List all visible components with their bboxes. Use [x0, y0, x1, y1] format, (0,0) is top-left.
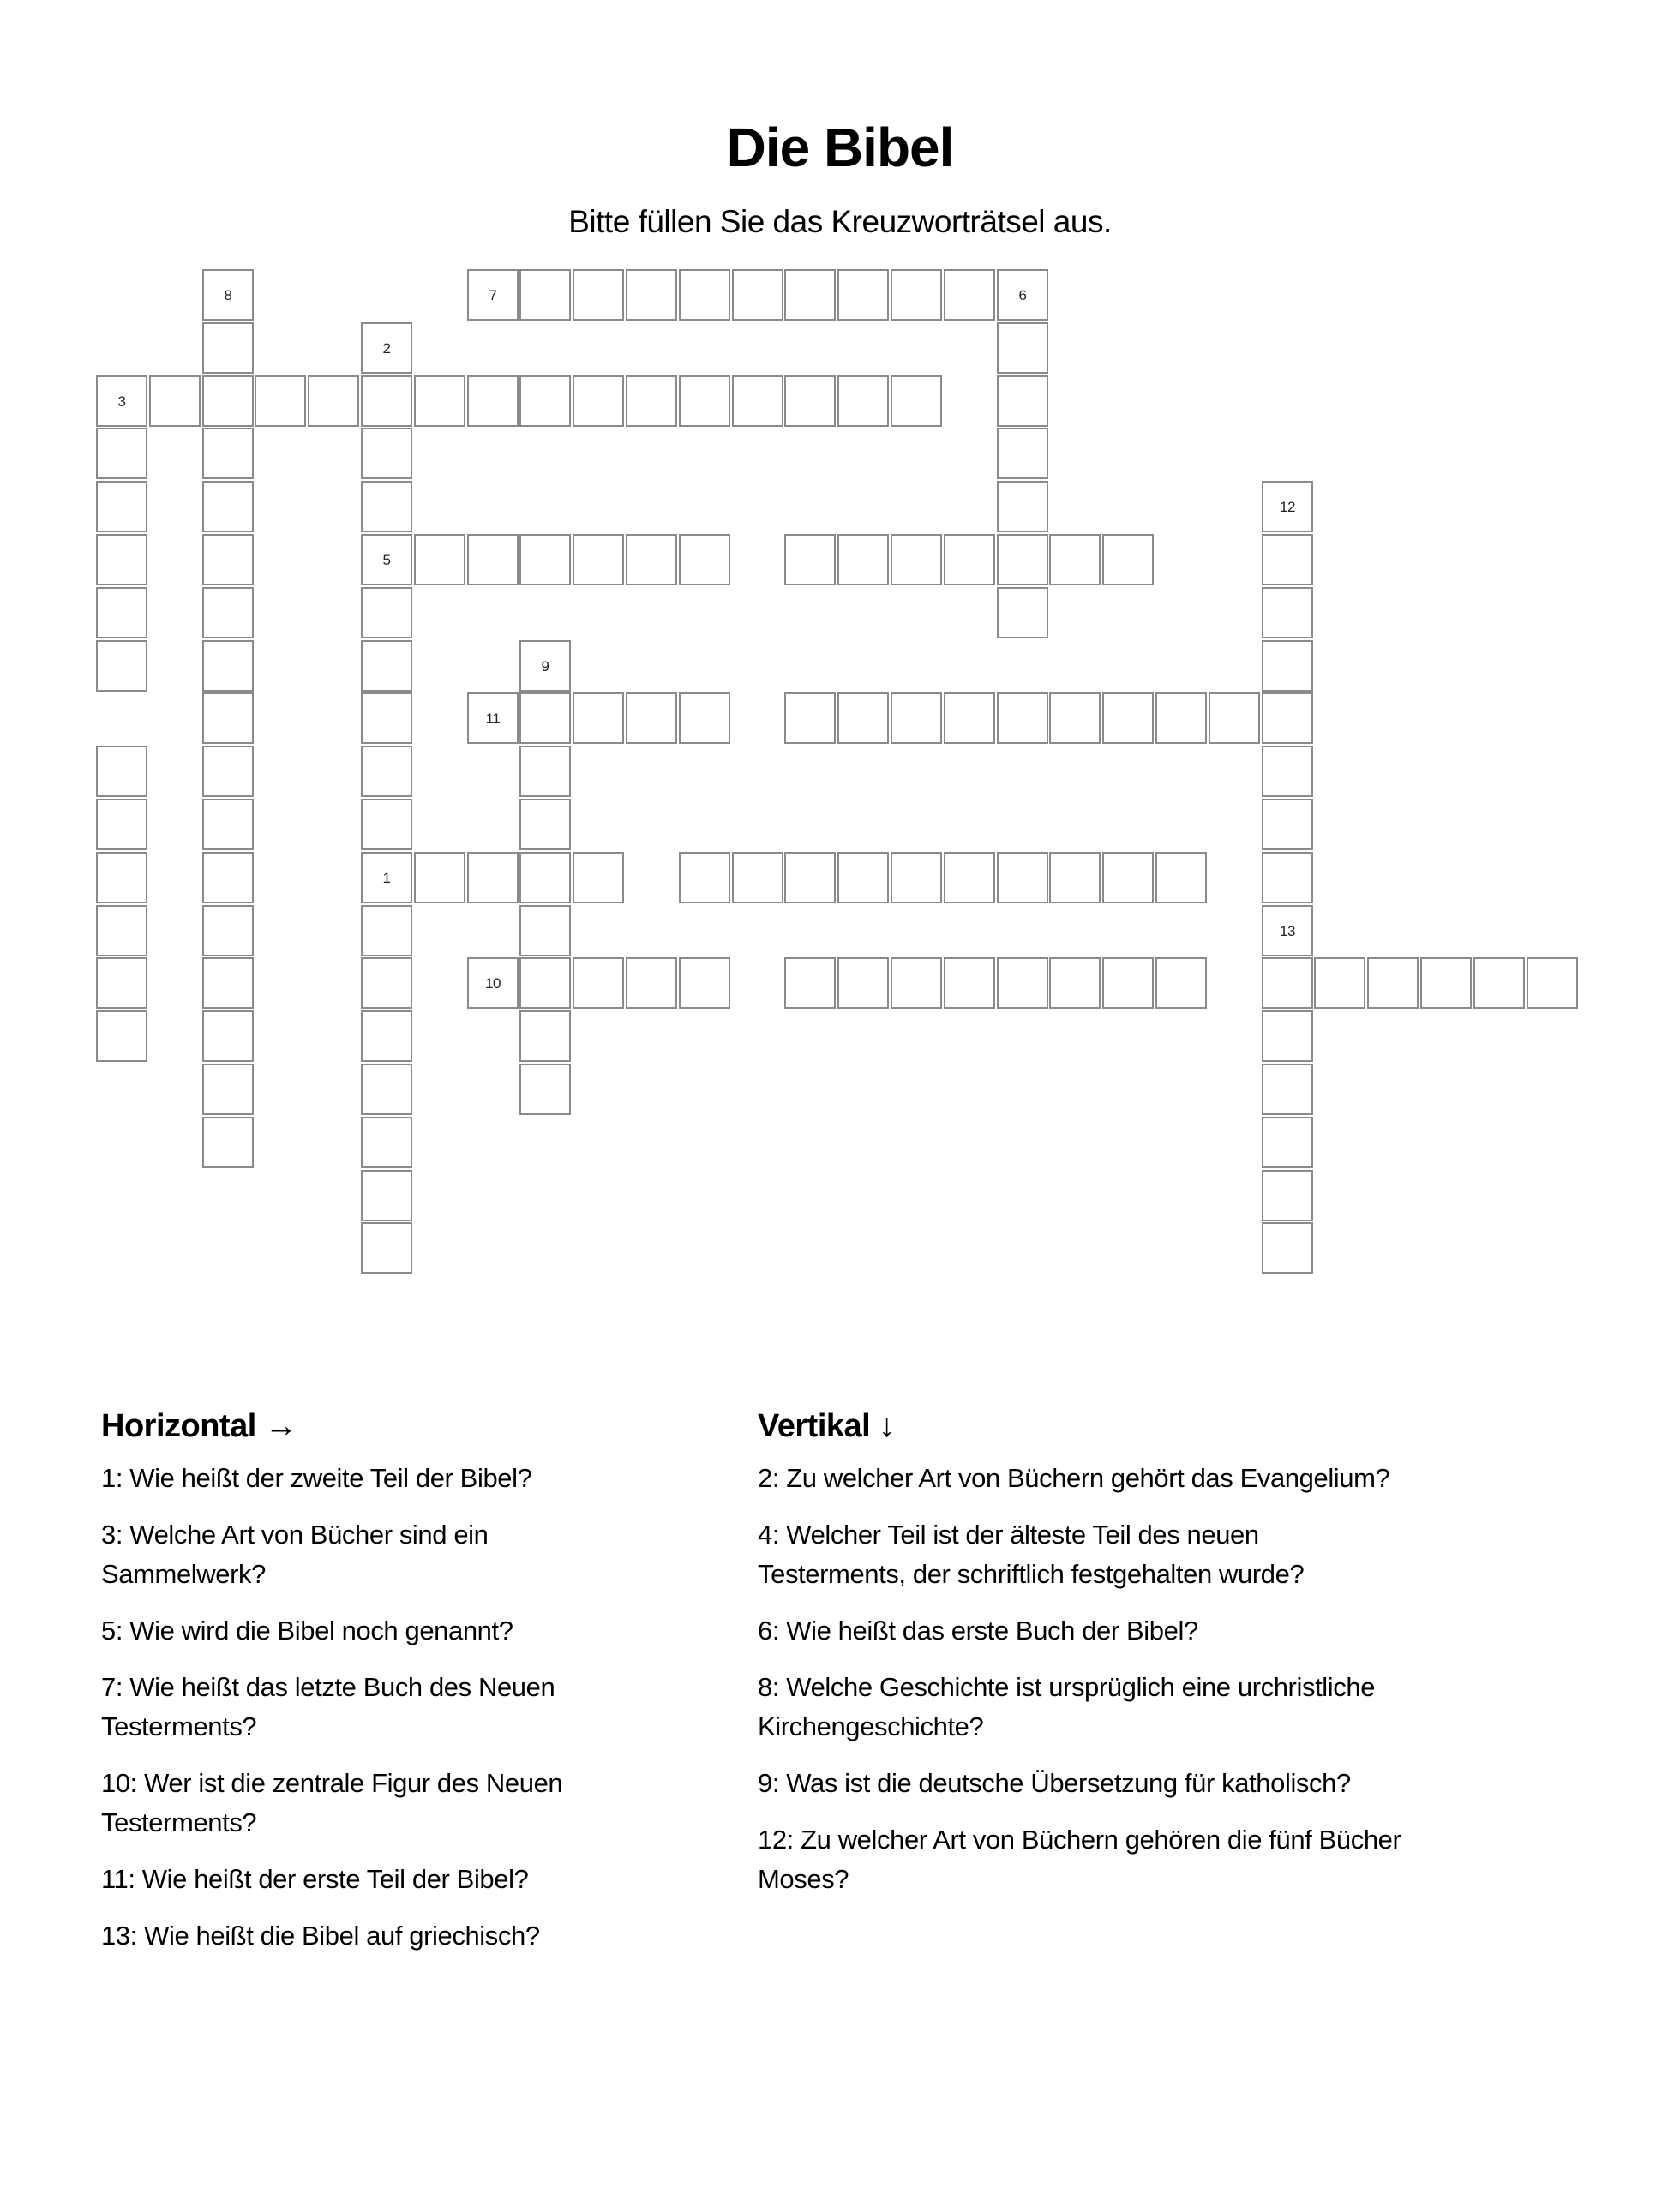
grid-cell-r0-c7[interactable]: [467, 269, 519, 321]
grid-cell-r8-c17[interactable]: [997, 692, 1048, 744]
grid-cell-r2-c13[interactable]: [784, 375, 836, 427]
grid-cell-r8-c18[interactable]: [1049, 692, 1101, 744]
grid-cell-r8-c21[interactable]: [1209, 692, 1260, 744]
clue-horizontal-11: 11: Wie heißt der erste Teil der Bibel?: [101, 1864, 529, 1894]
grid-cell-r5-c18[interactable]: [1049, 534, 1101, 585]
grid-cell-r13-c19[interactable]: [1102, 957, 1154, 1009]
grid-cell-r2-c12[interactable]: [732, 375, 783, 427]
clue-vertical-6: 6: Wie heißt das erste Buch der Bibel?: [758, 1616, 1198, 1646]
grid-cell-r13-c25[interactable]: [1420, 957, 1472, 1009]
clue-vertical-9: 9: Was ist die deutsche Übersetzung für katholisch?: [758, 1768, 1351, 1798]
grid-cell-r17-c5[interactable]: [361, 1170, 412, 1221]
grid-cell-r6-c0[interactable]: [96, 587, 147, 638]
grid-cell-r10-c2[interactable]: [202, 799, 254, 850]
grid-cell-r8-c8[interactable]: [519, 692, 571, 744]
clue-horizontal-5: 5: Wie wird die Bibel noch genannt?: [101, 1616, 513, 1646]
grid-cell-r0-c11[interactable]: [679, 269, 730, 321]
grid-cell-r10-c0[interactable]: [96, 799, 147, 850]
clue-horizontal-7: 7: Wie heißt das letzte Buch des Neuen Testerments?: [101, 1672, 555, 1741]
grid-cell-r4-c0[interactable]: [96, 481, 147, 532]
grid-cell-r3-c17[interactable]: [997, 428, 1048, 479]
clue-number-label-5: 5: [382, 551, 391, 568]
grid-cell-r5-c14[interactable]: [837, 534, 889, 585]
grid-cell-r9-c0[interactable]: [96, 746, 147, 797]
grid-cell-r13-c23[interactable]: [1314, 957, 1365, 1009]
grid-cell-r10-c22[interactable]: [1262, 799, 1313, 850]
grid-cell-r7-c5[interactable]: [361, 640, 412, 692]
clue-number-label-13: 13: [1280, 922, 1295, 939]
clue-horizontal-10: 10: Wer ist die zentrale Figur des Neuen Testerments?: [101, 1768, 563, 1837]
grid-cell-r8-c9[interactable]: [573, 692, 624, 744]
grid-cell-r8-c10[interactable]: [626, 692, 677, 744]
grid-cell-r0-c16[interactable]: [944, 269, 995, 321]
grid-cell-r5-c15[interactable]: [891, 534, 942, 585]
grid-cell-r11-c8[interactable]: [519, 852, 571, 903]
grid-cell-r7-c22[interactable]: [1262, 640, 1313, 692]
grid-cell-r11-c5[interactable]: [361, 852, 412, 903]
clue-number-label-6: 6: [1018, 286, 1027, 303]
grid-cell-r13-c27[interactable]: [1527, 957, 1578, 1009]
grid-cell-r15-c2[interactable]: [202, 1064, 254, 1115]
grid-cell-r3-c5[interactable]: [361, 428, 412, 479]
grid-cell-r13-c13[interactable]: [784, 957, 836, 1009]
grid-cell-r5-c0[interactable]: [96, 534, 147, 585]
grid-cell-r5-c13[interactable]: [784, 534, 836, 585]
grid-cell-r13-c22[interactable]: [1262, 957, 1313, 1009]
grid-cell-r18-c22[interactable]: [1262, 1222, 1313, 1274]
grid-cell-r11-c18[interactable]: [1049, 852, 1101, 903]
grid-cell-r7-c8[interactable]: [519, 640, 571, 692]
grid-cell-r14-c0[interactable]: [96, 1010, 147, 1062]
grid-cell-r13-c0[interactable]: [96, 957, 147, 1009]
grid-cell-r13-c10[interactable]: [626, 957, 677, 1009]
grid-cell-r0-c13[interactable]: [784, 269, 836, 321]
grid-cell-r11-c12[interactable]: [732, 852, 783, 903]
grid-cell-r5-c6[interactable]: [414, 534, 465, 585]
grid-cell-r2-c5[interactable]: [361, 375, 412, 427]
grid-cell-r0-c2[interactable]: [202, 269, 254, 321]
grid-cell-r16-c5[interactable]: [361, 1117, 412, 1168]
grid-cell-r6-c5[interactable]: [361, 587, 412, 638]
grid-cell-r8-c14[interactable]: [837, 692, 889, 744]
grid-cell-r5-c2[interactable]: [202, 534, 254, 585]
grid-cell-r0-c12[interactable]: [732, 269, 783, 321]
clue-number-label-7: 7: [489, 286, 497, 303]
grid-cell-r2-c9[interactable]: [573, 375, 624, 427]
grid-cell-r13-c14[interactable]: [837, 957, 889, 1009]
grid-cell-r10-c5[interactable]: [361, 799, 412, 850]
clue-vertical-4: 4: Welcher Teil ist der älteste Teil des neuen Testerments, der schriftlich festgehalten wurde?: [758, 1520, 1305, 1589]
clue-number-label-2: 2: [382, 339, 391, 357]
grid-cell-r5-c19[interactable]: [1102, 534, 1154, 585]
grid-cell-r13-c18[interactable]: [1049, 957, 1101, 1009]
grid-cell-r5-c10[interactable]: [626, 534, 677, 585]
grid-cell-r4-c22[interactable]: [1262, 481, 1313, 532]
grid-cell-r10-c8[interactable]: [519, 799, 571, 850]
grid-cell-r2-c1[interactable]: [149, 375, 201, 427]
grid-cell-r1-c17[interactable]: [997, 322, 1048, 374]
grid-cell-r8-c16[interactable]: [944, 692, 995, 744]
grid-cell-r2-c6[interactable]: [414, 375, 465, 427]
grid-cell-r1-c2[interactable]: [202, 322, 254, 374]
grid-cell-r13-c11[interactable]: [679, 957, 730, 1009]
horizontal-clues-list: [101, 1459, 761, 1956]
clue-number-label-8: 8: [224, 286, 232, 303]
grid-cell-r8-c19[interactable]: [1102, 692, 1154, 744]
grid-cell-r7-c2[interactable]: [202, 640, 254, 692]
grid-cell-r5-c5[interactable]: [361, 534, 412, 585]
grid-cell-r9-c5[interactable]: [361, 746, 412, 797]
grid-cell-r2-c7[interactable]: [467, 375, 519, 427]
grid-cell-r13-c7[interactable]: [467, 957, 519, 1009]
grid-cell-r8-c2[interactable]: [202, 692, 254, 744]
clue-horizontal-13: 13: Wie heißt die Bibel auf griechisch?: [101, 1921, 540, 1951]
grid-cell-r4-c5[interactable]: [361, 481, 412, 532]
clue-number-label-10: 10: [485, 974, 501, 992]
grid-cell-r17-c22[interactable]: [1262, 1170, 1313, 1221]
grid-cell-r2-c11[interactable]: [679, 375, 730, 427]
grid-cell-r5-c17[interactable]: [997, 534, 1048, 585]
grid-cell-r0-c17[interactable]: [997, 269, 1048, 321]
grid-cell-r12-c0[interactable]: [96, 905, 147, 956]
grid-cell-r8-c11[interactable]: [679, 692, 730, 744]
grid-cell-r2-c14[interactable]: [837, 375, 889, 427]
clue-vertical-8: 8: Welche Geschichte ist ursprüglich eine urchristliche Kirchengeschichte?: [758, 1672, 1376, 1741]
grid-cell-r14-c5[interactable]: [361, 1010, 412, 1062]
grid-cell-r4-c2[interactable]: [202, 481, 254, 532]
grid-cell-r0-c14[interactable]: [837, 269, 889, 321]
grid-cell-r3-c2[interactable]: [202, 428, 254, 479]
vertical-clues-heading: Vertikal ↓: [758, 1408, 895, 1444]
grid-cell-r12-c22[interactable]: [1262, 905, 1313, 956]
grid-cell-r7-c0[interactable]: [96, 640, 147, 692]
grid-cell-r8-c22[interactable]: [1262, 692, 1313, 744]
grid-cell-r4-c17[interactable]: [997, 481, 1048, 532]
grid-cell-r16-c22[interactable]: [1262, 1117, 1313, 1168]
grid-cell-r15-c22[interactable]: [1262, 1064, 1313, 1115]
grid-cell-r5-c8[interactable]: [519, 534, 571, 585]
clue-number-label-11: 11: [485, 710, 501, 727]
grid-cell-r13-c26[interactable]: [1473, 957, 1525, 1009]
grid-cell-r0-c15[interactable]: [891, 269, 942, 321]
grid-cell-r9-c22[interactable]: [1262, 746, 1313, 797]
vertical-clues-list: [758, 1459, 1572, 1899]
grid-cell-r13-c15[interactable]: [891, 957, 942, 1009]
grid-cell-r13-c17[interactable]: [997, 957, 1048, 1009]
clue-vertical-12: 12: Zu welcher Art von Büchern gehören die fünf Bücher Moses?: [758, 1825, 1401, 1894]
page-title: Die Bibel: [726, 117, 954, 178]
grid-cell-r11-c7[interactable]: [467, 852, 519, 903]
grid-cell-r0-c9[interactable]: [573, 269, 624, 321]
grid-cell-r13-c5[interactable]: [361, 957, 412, 1009]
grid-cell-r11-c15[interactable]: [891, 852, 942, 903]
grid-cell-r14-c2[interactable]: [202, 1010, 254, 1062]
clue-horizontal-3: 3: Welche Art von Bücher sind ein Sammelwerk?: [101, 1520, 489, 1589]
grid-cell-r5-c16[interactable]: [944, 534, 995, 585]
grid-cell-r18-c5[interactable]: [361, 1222, 412, 1274]
grid-cell-r0-c8[interactable]: [519, 269, 571, 321]
horizontal-clues-section: [101, 1406, 761, 1973]
grid-cell-r8-c5[interactable]: [361, 692, 412, 744]
grid-cell-r15-c5[interactable]: [361, 1064, 412, 1115]
grid-cell-r11-c20[interactable]: [1155, 852, 1207, 903]
grid-cell-r11-c14[interactable]: [837, 852, 889, 903]
grid-cell-r11-c17[interactable]: [997, 852, 1048, 903]
clue-number-label-1: 1: [382, 869, 391, 886]
grid-cell-r5-c22[interactable]: [1262, 534, 1313, 585]
grid-cell-r5-c11[interactable]: [679, 534, 730, 585]
grid-cell-r1-c5[interactable]: [361, 322, 412, 374]
grid-cell-r9-c8[interactable]: [519, 746, 571, 797]
grid-cell-r8-c13[interactable]: [784, 692, 836, 744]
grid-cell-r2-c0[interactable]: [96, 375, 147, 427]
grid-cell-r6-c17[interactable]: [997, 587, 1048, 638]
grid-cell-r11-c9[interactable]: [573, 852, 624, 903]
clue-number-label-9: 9: [541, 657, 549, 674]
grid-cell-r5-c7[interactable]: [467, 534, 519, 585]
grid-cell-r11-c6[interactable]: [414, 852, 465, 903]
grid-cell-r8-c7[interactable]: [467, 692, 519, 744]
grid-cell-r11-c22[interactable]: [1262, 852, 1313, 903]
grid-cell-r2-c2[interactable]: [202, 375, 254, 427]
vertical-clues-section: [758, 1406, 1572, 1916]
clue-horizontal-1: 1: Wie heißt der zweite Teil der Bibel?: [101, 1463, 532, 1493]
grid-cell-r2-c8[interactable]: [519, 375, 571, 427]
horizontal-clues-heading: Horizontal →: [101, 1408, 297, 1444]
grid-cell-r5-c9[interactable]: [573, 534, 624, 585]
grid-cell-r2-c3[interactable]: [255, 375, 306, 427]
grid-cell-r11-c16[interactable]: [944, 852, 995, 903]
page-subtitle: Bitte füllen Sie das Kreuzworträtsel aus.: [568, 204, 1112, 239]
grid-cell-r2-c10[interactable]: [626, 375, 677, 427]
grid-cell-r8-c20[interactable]: [1155, 692, 1207, 744]
grid-cell-r12-c2[interactable]: [202, 905, 254, 956]
grid-cell-r13-c16[interactable]: [944, 957, 995, 1009]
grid-cell-r14-c8[interactable]: [519, 1010, 571, 1062]
grid-cell-r13-c24[interactable]: [1367, 957, 1419, 1009]
grid-cell-r11-c13[interactable]: [784, 852, 836, 903]
grid-cell-r11-c19[interactable]: [1102, 852, 1154, 903]
grid-cell-r6-c2[interactable]: [202, 587, 254, 638]
grid-cell-r14-c22[interactable]: [1262, 1010, 1313, 1062]
grid-cell-r13-c9[interactable]: [573, 957, 624, 1009]
grid-cell-r11-c11[interactable]: [679, 852, 730, 903]
grid-cell-r0-c10[interactable]: [626, 269, 677, 321]
grid-cell-r9-c2[interactable]: [202, 746, 254, 797]
grid-cell-r2-c17[interactable]: [997, 375, 1048, 427]
grid-cell-r6-c22[interactable]: [1262, 587, 1313, 638]
clue-vertical-2: 2: Zu welcher Art von Büchern gehört das Evangelium?: [758, 1463, 1390, 1493]
grid-cell-r13-c8[interactable]: [519, 957, 571, 1009]
grid-cell-r15-c8[interactable]: [519, 1064, 571, 1115]
grid-cell-r8-c15[interactable]: [891, 692, 942, 744]
clue-number-label-3: 3: [117, 393, 126, 410]
grid-cell-r13-c20[interactable]: [1155, 957, 1207, 1009]
grid-cell-r3-c0[interactable]: [96, 428, 147, 479]
grid-cell-r11-c2[interactable]: [202, 852, 254, 903]
clue-number-label-12: 12: [1280, 498, 1295, 515]
grid-cell-r11-c0[interactable]: [96, 852, 147, 903]
grid-cell-r12-c5[interactable]: [361, 905, 412, 956]
grid-cell-r2-c15[interactable]: [891, 375, 942, 427]
grid-cell-r13-c2[interactable]: [202, 957, 254, 1009]
grid-cell-r16-c2[interactable]: [202, 1117, 254, 1168]
grid-cell-r12-c8[interactable]: [519, 905, 571, 956]
grid-cell-r2-c4[interactable]: [308, 375, 359, 427]
